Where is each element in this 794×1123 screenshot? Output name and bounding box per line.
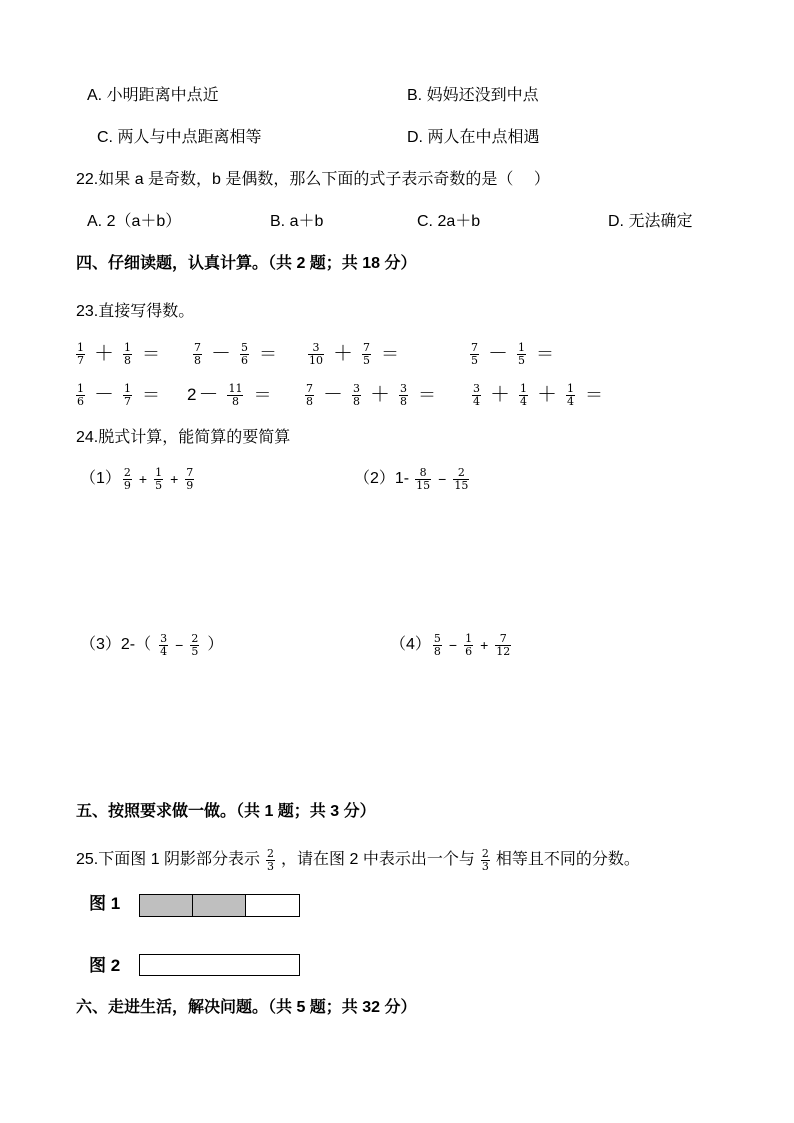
q22-option-a: A. 2（a＋b） bbox=[87, 213, 182, 230]
fraction: $\frac{5}{6}$ bbox=[241, 340, 248, 367]
q23-expr-1c: $\frac{3}{10}$ ＋ $\frac{7}{5}$ ＝ bbox=[309, 340, 399, 367]
fraction: $\frac{2}{9}$ bbox=[123, 465, 131, 492]
q22-option-b: B. a＋b bbox=[270, 213, 324, 230]
figure-1-shaded-part bbox=[193, 895, 246, 916]
fraction: $\frac{8}{15}$ bbox=[416, 465, 431, 492]
fraction: $\frac{11}{8}$ bbox=[228, 381, 243, 408]
q23-expr-2b: 2 － $\frac{11}{8}$ ＝ bbox=[187, 381, 272, 408]
q21-option-b: B. 妈妈还没到中点 bbox=[407, 87, 539, 104]
q24-problem-2: （2）1- $\frac{8}{15}$ − $\frac{2}{15}$ bbox=[354, 465, 469, 492]
fraction: $\frac{2}{15}$ bbox=[454, 465, 469, 492]
q24-problem-1: （1） $\frac{2}{9}$ + $\frac{1}{5}$ + $\frac{7}{9}$ bbox=[80, 465, 194, 492]
fraction: $\frac{1}{7}$ bbox=[124, 381, 131, 408]
fraction: $\frac{2}{5}$ bbox=[191, 631, 199, 658]
q22-option-d: D. 无法确定 bbox=[608, 213, 693, 230]
fraction: $\frac{7}{12}$ bbox=[496, 631, 511, 658]
figure-2-bar[interactable] bbox=[139, 954, 300, 976]
q24-problem-4: （4） $\frac{5}{8}$ − $\frac{1}{6}$ + $\frac{7}{12}$ bbox=[390, 631, 511, 658]
fraction: $\frac{1}{5}$ bbox=[518, 340, 525, 367]
q23-expr-2d: $\frac{3}{4}$ ＋ $\frac{1}{4}$ ＋ $\frac{1}{4}$ ＝ bbox=[473, 381, 603, 408]
fraction: $\frac{7}{5}$ bbox=[471, 340, 478, 367]
fraction: $\frac{7}{8}$ bbox=[306, 381, 313, 408]
fraction: $\frac{1}{8}$ bbox=[124, 340, 131, 367]
fraction: $\frac{2}{3}$ bbox=[267, 846, 275, 873]
q24-stem: 24.脱式计算，能简算的要简算 bbox=[76, 429, 291, 446]
fraction: $\frac{5}{8}$ bbox=[433, 631, 441, 658]
q24-problem-3: （3）2-（ $\frac{3}{4}$ − $\frac{2}{5}$ ） bbox=[80, 631, 224, 658]
fraction: $\frac{3}{8}$ bbox=[353, 381, 360, 408]
q21-option-d: D. 两人在中点相遇 bbox=[407, 129, 540, 146]
fraction: $\frac{1}{4}$ bbox=[567, 381, 574, 408]
fraction: $\frac{3}{4}$ bbox=[473, 381, 480, 408]
figure-1-blank-part bbox=[246, 895, 299, 916]
fraction: $\frac{3}{4}$ bbox=[160, 631, 168, 658]
fraction: $\frac{1}{7}$ bbox=[77, 340, 84, 367]
section-5-title: 五、按照要求做一做。（共 1 题；共 3 分） bbox=[76, 803, 376, 820]
q23-expr-2a: $\frac{1}{6}$ － $\frac{1}{7}$ ＝ bbox=[77, 381, 160, 408]
q23-stem: 23.直接写得数。 bbox=[76, 303, 195, 320]
q21-option-a: A. 小明距离中点近 bbox=[87, 87, 219, 104]
fraction: $\frac{7}{8}$ bbox=[194, 340, 201, 367]
fraction: $\frac{1}{6}$ bbox=[77, 381, 84, 408]
q23-expr-1d: $\frac{7}{5}$ － $\frac{1}{5}$ ＝ bbox=[471, 340, 554, 367]
figure-1-shaded-part bbox=[140, 895, 193, 916]
fraction: $\frac{7}{9}$ bbox=[186, 465, 194, 492]
q22-stem: 22.如果 a 是奇数，b 是偶数，那么下面的式子表示奇数的是（ ） bbox=[76, 171, 550, 188]
section-4-title: 四、仔细读题，认真计算。（共 2 题；共 18 分） bbox=[76, 255, 417, 272]
section-6-title: 六、走进生活，解决问题。（共 5 题；共 32 分） bbox=[76, 999, 417, 1016]
q22-option-c: C. 2a＋b bbox=[417, 213, 481, 230]
q21-option-c: C. 两人与中点距离相等 bbox=[97, 129, 262, 146]
fraction: $\frac{1}{5}$ bbox=[155, 465, 163, 492]
q23-expr-2c: $\frac{7}{8}$ － $\frac{3}{8}$ ＋ $\frac{3}{8}$ ＝ bbox=[306, 381, 436, 408]
figure-2-label: 图 2 bbox=[89, 956, 121, 975]
q25-stem: 25.下面图 1 阴影部分表示 $\frac{2}{3}$ ，请在图 2 中表示出一个与 $\frac{2}{3}$ 相等且不同的分数。 bbox=[76, 846, 640, 873]
fraction: $\frac{1}{4}$ bbox=[520, 381, 527, 408]
fraction: $\frac{3}{8}$ bbox=[400, 381, 407, 408]
fraction: $\frac{2}{3}$ bbox=[481, 846, 489, 873]
fraction: $\frac{1}{6}$ bbox=[465, 631, 473, 658]
fraction: $\frac{7}{5}$ bbox=[363, 340, 370, 367]
figure-1-label: 图 1 bbox=[89, 894, 121, 913]
figure-1-bar bbox=[139, 894, 300, 917]
q23-expr-1a: $\frac{1}{7}$ ＋ $\frac{1}{8}$ ＝ bbox=[77, 340, 160, 367]
q23-expr-1b: $\frac{7}{8}$ － $\frac{5}{6}$ ＝ bbox=[194, 340, 277, 367]
fraction: $\frac{3}{10}$ bbox=[309, 340, 323, 367]
